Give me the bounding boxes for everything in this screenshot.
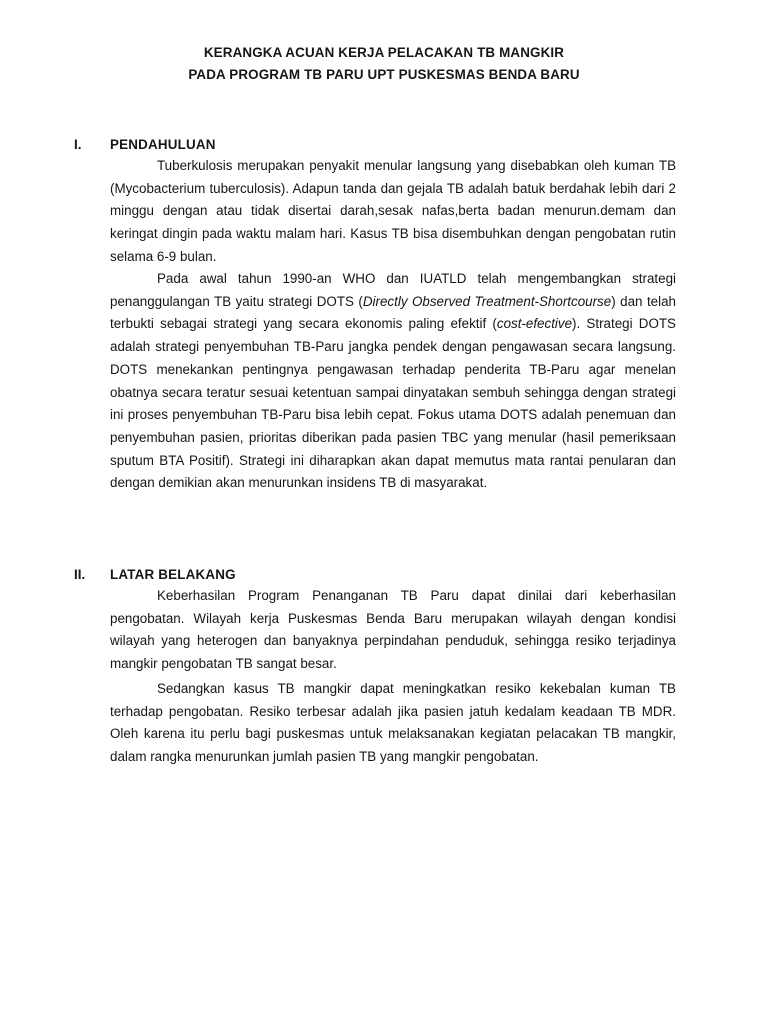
section-2-paragraph-1 (110, 585, 676, 676)
paragraph-italic-term-dots: Directly Observed Treatment-Shortcourse (362, 293, 612, 309)
section-1-number: I. (74, 137, 82, 152)
document-title-line-1: KERANGKA ACUAN KERJA PELACAKAN TB MANGKIR (203, 45, 565, 60)
paragraph-text: Keberhasilan Program Penanganan TB Paru dapat dinilai dari keberhasilan pengobatan. Wilayah kerja Puskesmas Benda Baru merupakan wilayah dengan kondisi wilayah yang heterogen dan banyaknya perpindahan penduduk, sehingga resiko terjadinya mangkir pengobatan TB sangat besar. (110, 588, 676, 672)
section-2-heading: LATAR BELAKANG (110, 567, 236, 582)
section-1-heading: PENDAHULUAN (110, 137, 216, 152)
section-2-number: II. (74, 567, 86, 582)
paragraph-text-part-2: ) dan telah terbukti sebagai strategi yang secara ekonomis paling efektif ( (110, 293, 676, 332)
paragraph-text: Sedangkan kasus TB mangkir dapat meningkatkan resiko kekebalan kuman TB terhadap pengobatan. Resiko terbesar adalah jika pasien jatuh kedalam keadaan TB MDR. Oleh karena itu perlu bagi puskesmas untuk melaksanakan kegiatan pelacakan TB mangkir, dalam rangka menurunkan jumlah pasien TB yang mangkir pengobatan. (110, 681, 676, 765)
paragraph-text-part-1: Pada awal tahun 1990-an WHO dan IUATLD telah mengembangkan strategi penanggulangan TB yaitu strategi DOTS ( (110, 271, 676, 309)
paragraph-text-part-3: ). Strategi DOTS adalah strategi penyembuhan TB-Paru jangka pendek dengan pengawasan secara langsung. DOTS menekankan pentingnya pengawasan terhadap penderita TB-Paru agar menelan obatnya secara teratur sesuai ketentuan sampai dinyatakan sembuh sehingga dengan strategi ini proses penyembuhan TB-Paru bisa lebih cepat. Fokus utama DOTS adalah penemuan dan penyembuhan pasien, prioritas diberikan pada pasien TBC yang menular (hasil pemeriksaan sputum BTA Positif). Strategi ini diharapkan akan dapat memutus mata rantai penularan dan dengan demikian akan menurunkan insidens TB di masyarakat. (110, 316, 676, 491)
section-1-paragraph-1 (110, 155, 676, 269)
paragraph-text: Tuberkulosis merupakan penyakit menular langsung yang disebabkan oleh kuman TB (Mycobacterium tuberculosis). Adapun tanda dan gejala TB adalah batuk berdahak lebih dari 2 minggu dengan atau tidak disertai darah,sesak nafas,berta badan menurun.demam dan keringat dingin pada waktu malam hari. Kasus TB bisa disembuhkan dengan pengobatan rutin selama 6-9 bulan. (110, 158, 676, 264)
section-2-paragraph-2 (110, 678, 676, 769)
paragraph-italic-term-cost: cost-efective (496, 316, 573, 332)
document-title-line-2: PADA PROGRAM TB PARU UPT PUSKESMAS BENDA BARU (188, 67, 580, 82)
section-1-paragraph-2 (110, 268, 676, 495)
